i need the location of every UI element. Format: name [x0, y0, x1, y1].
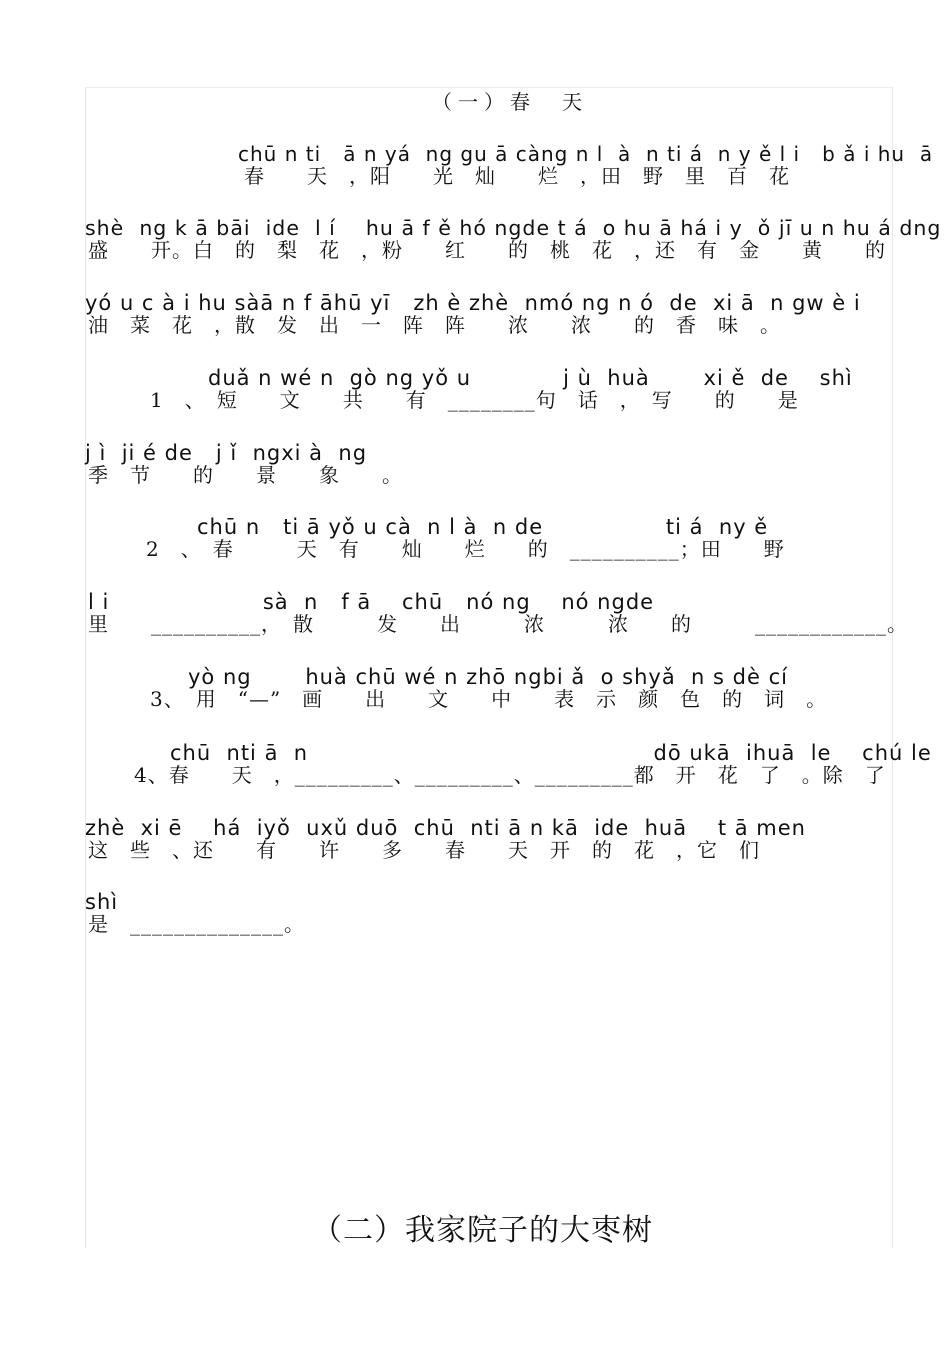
q4-pinyin-end: shì — [85, 890, 119, 914]
q2-pinyin-cont: l i sà n f ā chū nó ng nó ngde — [88, 590, 655, 614]
q4-text-end: 是 ______________。 — [88, 912, 305, 936]
q1-pinyin: duǎ n wé n gò ng yǒ u j ù huà xi ě de shì — [208, 366, 853, 390]
q4-text: 4、春 天 ，_________、_________、_________都 开 花 了 。除 了 — [134, 763, 886, 787]
q1-text-cont: 季 节 的 景 象 。 — [88, 463, 403, 487]
q1-text: 1 、 短 文 共 有 ________句 话 ， 写 的 是 — [150, 388, 799, 412]
section1-title: （一）春 天 — [432, 90, 588, 114]
q2-text: 2 、 春 天 有 灿 烂 的 __________；田 野 — [146, 537, 785, 561]
q3-pinyin: yò ng huà chū wé n zhō ngbi ǎ o shyǎ n s dè cí — [188, 665, 788, 689]
q2-text-cont: 里 __________， 散 发 出 浓 浓 的 ____________。 — [88, 612, 908, 636]
section2-title: （二）我家院子的大枣树 — [312, 1213, 653, 1248]
text-line-1: 春 天 ，阳 光 灿 烂 ，田 野 里 百 花 — [244, 164, 790, 188]
text-line-3: 油 菜 花 ，散 发 出 一 阵 阵 浓 浓 的 香 味 。 — [88, 313, 781, 337]
q1-pinyin-cont: j ì ji é de j ǐ ngxi à ng — [85, 441, 368, 465]
q4-pinyin: chū nti ā n dō ukā ihuā le chú le — [170, 741, 932, 765]
q4-text-cont: 这 些 、还 有 许 多 春 天 开 的 花 ，它 们 — [88, 838, 760, 862]
pinyin-line-2: shè ng k ā bāi ide l í hu ā f ě hó ngde t á o hu ā há i y ǒ jī u n hu á dng — [85, 216, 942, 240]
q4-pinyin-cont: zhè xi ē há iyǒ uxǔ duō chū nti ā n kā ide huā t ā men — [85, 816, 806, 840]
text-line-2: 盛 开。白 的 梨 花 ，粉 红 的 桃 花 ，还 有 金 黄 的 — [88, 238, 886, 262]
pinyin-line-1: chū n ti ā n yá ng gu ā càng n l à n ti á n y ě l i b ǎ i hu ā — [238, 142, 934, 166]
pinyin-line-3: yó u c à i hu sàā n f āhū yī zh è zhè nmó ng n ó de xi ā n gw è i — [85, 291, 861, 315]
q3-text: 3、 用 “—” 画 出 文 中 表 示 颜 色 的 词 。 — [150, 687, 828, 711]
q2-pinyin: chū n ti ā yǒ u cà n l à n de ti á ny ě — [197, 515, 769, 539]
